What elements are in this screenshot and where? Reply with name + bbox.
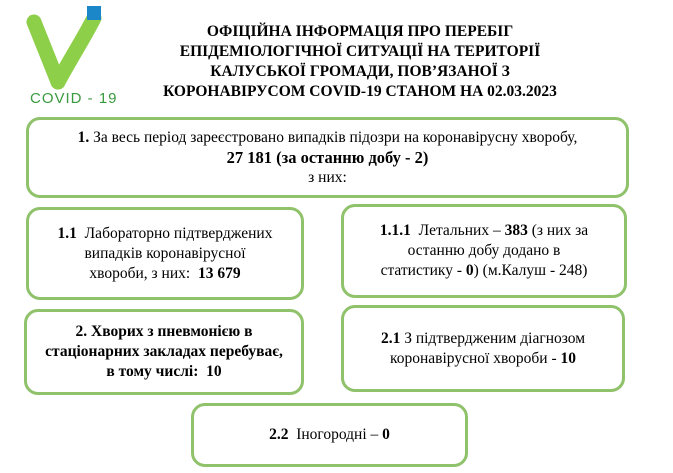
nonresident-label: Іногородні – <box>288 426 383 443</box>
lab-text-2: випадків коронавірусної <box>84 244 246 262</box>
title-line: ОФІЦІЙНА ІНФОРМАЦІЯ ПРО ПЕРЕБІГ <box>206 23 514 40</box>
nonresident-line <box>269 425 390 445</box>
total-suffix: з них: <box>308 168 347 186</box>
covid-logo <box>24 4 128 112</box>
deaths-line-3 <box>380 261 588 281</box>
title-line: КАЛУСЬКОЇ ГРОМАДИ, ПОВ’ЯЗАНОЇ З <box>210 63 510 80</box>
title-line: КОРОНАВІРУСОМ COVID-19 СТАНОМ НА 02.03.2023 <box>163 83 557 100</box>
title-line: ЕПІДЕМІОЛОГІЧНОЇ СИТУАЦІЇ НА ТЕРИТОРІЇ <box>179 43 541 60</box>
confirmed-line-2 <box>381 349 585 369</box>
pneumonia-text-3: в тому числі: <box>106 363 207 380</box>
confirmed-diagnosis-box <box>341 305 625 392</box>
deaths-kalush-value: 248 <box>559 262 583 279</box>
item-number: 1.1 <box>57 224 77 242</box>
covid-v-logo-icon <box>24 4 128 94</box>
deaths-line-1 <box>380 221 588 241</box>
item-number: 1.1.1 <box>379 222 411 239</box>
lab-line-3 <box>58 264 273 284</box>
confirmed-text-1: З підтвердженим діагнозом <box>400 329 586 347</box>
deaths-box <box>341 204 627 298</box>
lab-value: 13 679 <box>197 264 241 282</box>
confirmed-value: 10 <box>560 349 576 367</box>
deaths-text-5: ) <box>582 262 588 279</box>
nonresident-box <box>191 403 468 467</box>
item-number: 2.1 <box>380 329 401 347</box>
total-line-1 <box>78 128 578 148</box>
total-suspected-cases-box <box>26 117 629 198</box>
total-value: 27 181 (за останню добу - 2) <box>226 147 429 167</box>
deaths-day-value: 0 <box>465 262 474 279</box>
deaths-label: Летальних – <box>410 222 505 239</box>
lab-text-3: хвороби, з них: <box>89 264 198 282</box>
confirmed-line-1 <box>381 329 585 349</box>
pneumonia-value: 10 <box>206 363 222 380</box>
item-number: 2.2 <box>269 426 289 443</box>
deaths-text-2: останню добу додано в <box>407 242 561 259</box>
pneumonia-box <box>24 309 304 395</box>
lab-text-1: Лабораторно підтверджених <box>76 224 273 242</box>
pneumonia-line-3 <box>45 362 283 382</box>
total-text: За весь період зареєстровано випадків підозри на коронавірусну хворобу, <box>89 128 578 146</box>
confirmed-text-2: коронавірусної хвороби - <box>390 349 561 367</box>
deaths-value: 383 <box>504 222 528 239</box>
nonresident-value: 0 <box>382 426 390 443</box>
deaths-text-1: (з них за <box>527 222 589 239</box>
item-number: 1. <box>77 128 90 146</box>
deaths-text-3: статистику - <box>380 262 466 279</box>
deaths-text-4: ) (м.Калуш - <box>473 262 559 279</box>
lab-line-1 <box>58 224 273 244</box>
pneumonia-text-1: 2. Хворих з пневмонією в <box>75 323 253 340</box>
blue-square-icon <box>87 6 101 20</box>
logo-caption: COVID - 19 <box>30 90 118 107</box>
page-title <box>122 22 598 102</box>
lab-confirmed-box <box>26 207 304 300</box>
pneumonia-text-2: стаціонарних закладах перебуває, <box>45 343 283 360</box>
